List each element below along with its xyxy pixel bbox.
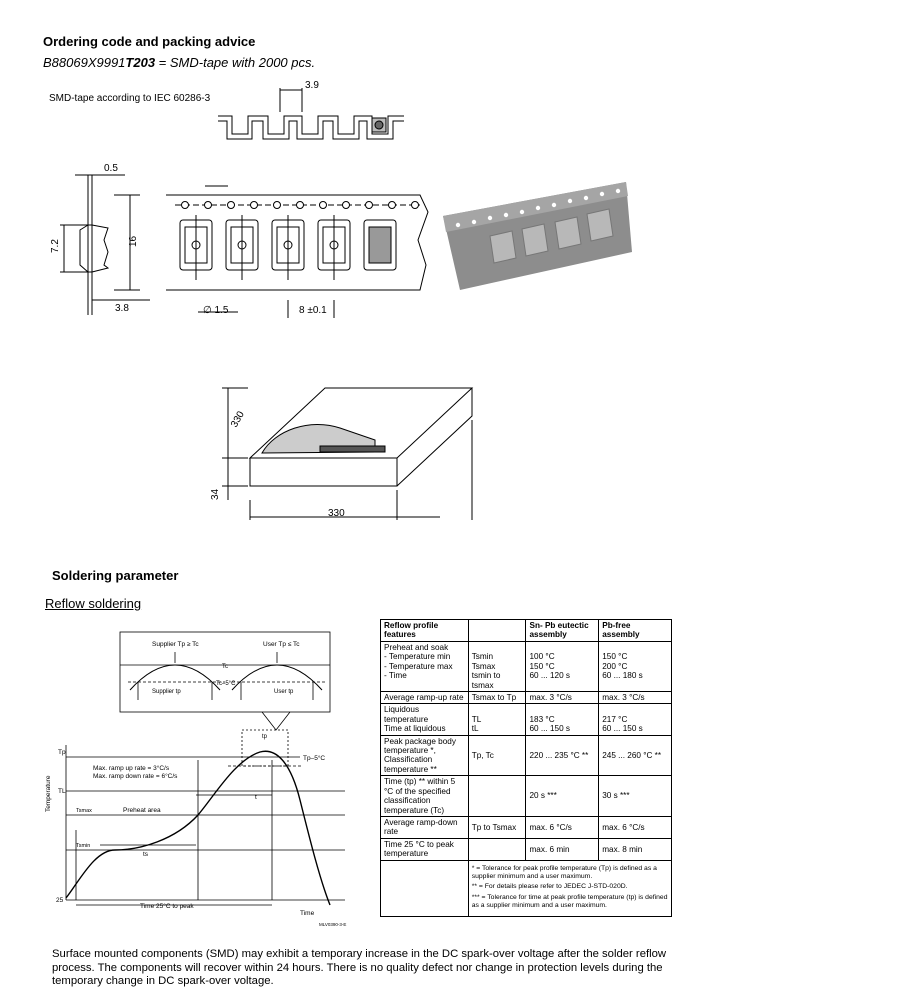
inset-user-label: User Tp ≤ Tc (263, 641, 300, 648)
table-cell (468, 776, 526, 817)
dim-thickness: 0.5 (104, 163, 118, 174)
ramp-down-label: Max. ramp down rate = 6°C/s (93, 773, 178, 780)
section-heading-soldering: Soldering parameter (52, 568, 179, 583)
tp-label: tp (262, 734, 268, 740)
table-header-cell: Pb-free assembly (599, 620, 672, 642)
table-header-cell: Reflow profile features (381, 620, 469, 642)
tl-time-label: t (255, 794, 257, 801)
table-cell: Liquidous temperature Time at liquidous (381, 704, 469, 735)
tick-tsmin: Tsmin (76, 843, 91, 849)
table-cell: Tsmax to Tp (468, 691, 526, 703)
table-header-cell: Sn- Pb eutectic assembly (526, 620, 599, 642)
reflow-profile-chart (40, 625, 360, 930)
table-cell: 150 °C 200 °C 60 ... 180 s (599, 641, 672, 691)
table-cell: 220 ... 235 °C ** (526, 735, 599, 776)
smd-note-paragraph: Surface mounted components (SMD) may exhibit a temporary increase in the DC spark-over voltage after the solder reflow process. The components will recover within 24 hours. There is no quality defect nor change in protection levels during the temporary change in DC spark-over voltage. (52, 948, 667, 987)
table-cell: Tsmin Tsmax tsmin to tsmax (468, 641, 526, 691)
tp-minus-label: Tp–5°C (303, 755, 326, 762)
footnote: ** = For details please refer to JEDEC J-STD-020D. (471, 883, 628, 891)
y-axis-label: Temperature (45, 775, 52, 812)
reel-drawing (0, 380, 900, 530)
table-cell: 20 s *** (526, 776, 599, 817)
table-cell: 30 s *** (599, 776, 672, 817)
dim-reel-diameter: 330 (328, 508, 345, 519)
x-axis-label: Time (300, 910, 315, 917)
table-cell: max. 3 °C/s (599, 691, 672, 703)
tick-tp: Tp (58, 749, 66, 756)
table-row (381, 641, 672, 691)
table-cell: Peak package body temperature *, Classification temperature ** (381, 735, 469, 776)
preheat-label: Preheat area (123, 807, 161, 814)
ordering-code-suffix: = SMD-tape with 2000 pcs. (155, 55, 316, 70)
ts-label: ts (143, 851, 149, 858)
tape-drawing (0, 70, 900, 340)
table-cell: max. 8 min (599, 838, 672, 860)
table-row (381, 704, 672, 735)
tick-tsmax: Tsmax (76, 808, 92, 814)
dim-reel-width: 34 (210, 488, 221, 500)
inset-tc-label: Tc (222, 664, 228, 670)
section-subheading-reflow: Reflow soldering (45, 596, 142, 611)
table-cell: max. 6 °C/s (526, 817, 599, 839)
ramp-up-label: Max. ramp up rate = 3°C/s (93, 765, 170, 772)
table-cell: max. 6 min (526, 838, 599, 860)
table-cell: TL tL (468, 704, 526, 735)
ordering-code-line (43, 55, 315, 70)
tape-caption: SMD-tape according to IEC 60286-3 (49, 93, 211, 104)
table-cell: Average ramp-up rate (381, 691, 469, 703)
tick-25: 25 (56, 897, 64, 904)
table-row (381, 838, 672, 860)
tape-3d-illustration (443, 182, 632, 290)
table-cell: Preheat and soak - Temperature min - Temperature max - Time (381, 641, 469, 691)
dim-reel-side: 330 (229, 409, 247, 430)
inset-tc-minus-label: Tc–5°C (216, 681, 236, 687)
section-heading-ordering: Ordering code and packing advice (43, 34, 256, 49)
inset-user-tp-label: User tp (274, 689, 294, 695)
ordering-code-bold: T203 (125, 55, 156, 70)
table-row (381, 776, 672, 817)
table-cell: 217 °C 60 ... 150 s (599, 704, 672, 735)
table-cell: Tp, Tc (468, 735, 526, 776)
inset-supplier-tp-label: Supplier tp (152, 689, 181, 695)
tick-tl: TL (58, 788, 66, 795)
table-cell: max. 3 °C/s (526, 691, 599, 703)
ordering-code-prefix: B88069X9991 (43, 55, 126, 70)
table-cell: Time 25 °C to peak temperature (381, 838, 469, 860)
dim-offset: 3.8 (115, 303, 129, 314)
reflow-profile-table (380, 619, 672, 917)
footnote: * = Tolerance for peak profile temperature (Tp) is defined as a supplier minimum and a user maximum. (471, 864, 657, 880)
table-cell: 245 ... 260 °C ** (599, 735, 672, 776)
table-row (381, 735, 672, 776)
table-footnote-row (381, 860, 672, 916)
table-cell: Time (tp) ** within 5 °C of the specified classification temperature (Tc) (381, 776, 469, 817)
table-cell (468, 838, 526, 860)
table-cell: 100 °C 150 °C 60 ... 120 s (526, 641, 599, 691)
table-cell: 183 °C 60 ... 150 s (526, 704, 599, 735)
table-row (381, 817, 672, 839)
table-cell: Average ramp-down rate (381, 817, 469, 839)
dim-height: 7.2 (50, 239, 61, 253)
table-header-row (381, 620, 672, 642)
footnote: *** = Tolerance for time at peak profile temperature (tp) is defined as a supplier minimum and a user maximum. (471, 894, 668, 909)
dim-width: 16 (128, 235, 139, 247)
table-cell: Tp to Tsmax (468, 817, 526, 839)
dim-spacing: 8 ±0.1 (299, 305, 327, 316)
table-row (381, 691, 672, 703)
dim-pitch-top: 3.9 (305, 80, 319, 91)
time-to-peak-label: Time 25°C to peak (140, 903, 194, 910)
table-cell: max. 6 °C/s (599, 817, 672, 839)
inset-supplier-label: Supplier Tp ≥ Tc (152, 641, 199, 648)
figure-code: MLV0390-3-E (319, 922, 347, 927)
dim-hole: ∅ 1.5 (203, 305, 229, 316)
table-header-cell (468, 620, 526, 642)
